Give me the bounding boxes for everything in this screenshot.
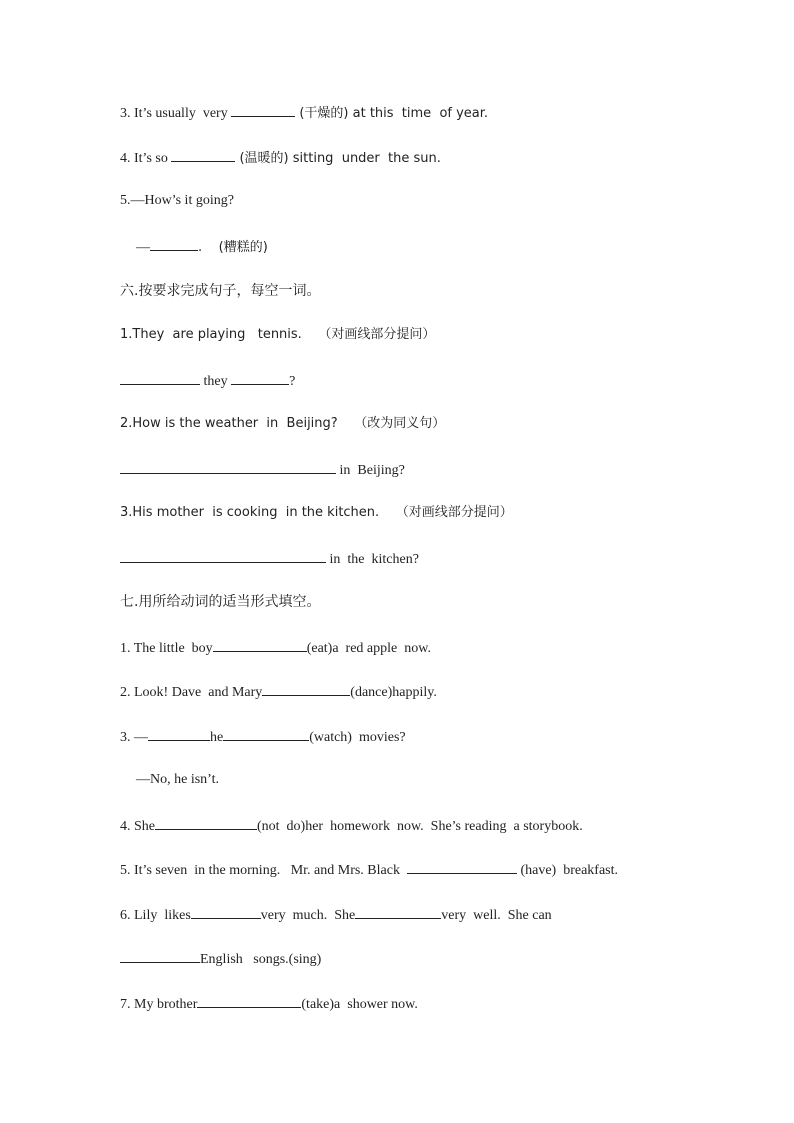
s5-question-3: 3. It’s usually very (干燥的) at this time of year. <box>120 102 488 124</box>
section-6-heading: 六.按要求完成句子，每空一词。 <box>120 283 321 299</box>
answer-blank[interactable] <box>155 815 257 830</box>
section-7-heading: 七.用所给动词的适当形式填空。 <box>120 594 321 610</box>
answer-blank[interactable] <box>197 993 301 1008</box>
answer-blank[interactable] <box>262 681 350 696</box>
s5-question-5-answer: — . (糟糕的) <box>136 236 268 258</box>
answer-blank[interactable] <box>407 859 517 874</box>
answer-blank[interactable] <box>120 548 326 563</box>
s7-question-7: 7. My brother (take)a shower now. <box>120 993 418 1015</box>
s6-question-1: 1.They are playing tennis. （对画线部分提问） <box>120 327 436 342</box>
s7-question-3-answer: —No, he isn’t. <box>136 772 219 787</box>
s6-question-3: 3.His mother is cooking in the kitchen. （对画线部分提问） <box>120 505 513 520</box>
s7-question-3: 3. — he (watch) movies? <box>120 726 406 748</box>
answer-blank[interactable] <box>150 236 198 251</box>
answer-blank[interactable] <box>223 726 309 741</box>
s5-question-4: 4. It’s so (温暖的) sitting under the sun. <box>120 147 441 169</box>
s6-question-3-answer: in the kitchen? <box>120 548 419 570</box>
answer-blank[interactable] <box>231 370 289 385</box>
s6-question-1-answer: they ? <box>120 370 295 392</box>
answer-blank[interactable] <box>355 904 441 919</box>
answer-blank[interactable] <box>213 637 307 652</box>
s7-question-5: 5. It’s seven in the morning. Mr. and Mrs. Black (have) breakfast. <box>120 859 618 881</box>
answer-blank[interactable] <box>120 459 336 474</box>
s5-question-5: 5.—How’s it going? <box>120 193 234 208</box>
s7-question-6: 6. Lily likes very much. She very well. She can <box>120 904 552 926</box>
answer-blank[interactable] <box>120 948 200 963</box>
s7-question-6-continued: English songs.(sing) <box>120 948 321 970</box>
answer-blank[interactable] <box>120 370 200 385</box>
s6-question-2: 2.How is the weather in Beijing? （改为同义句） <box>120 416 446 431</box>
s7-question-2: 2. Look! Dave and Mary (dance)happily. <box>120 681 437 703</box>
s6-question-2-answer: in Beijing? <box>120 459 405 481</box>
s7-question-1: 1. The little boy (eat)a red apple now. <box>120 637 431 659</box>
answer-blank[interactable] <box>191 904 261 919</box>
answer-blank[interactable] <box>231 102 295 117</box>
answer-blank[interactable] <box>171 147 235 162</box>
s7-question-4: 4. She (not do)her homework now. She’s reading a storybook. <box>120 815 583 837</box>
answer-blank[interactable] <box>148 726 210 741</box>
